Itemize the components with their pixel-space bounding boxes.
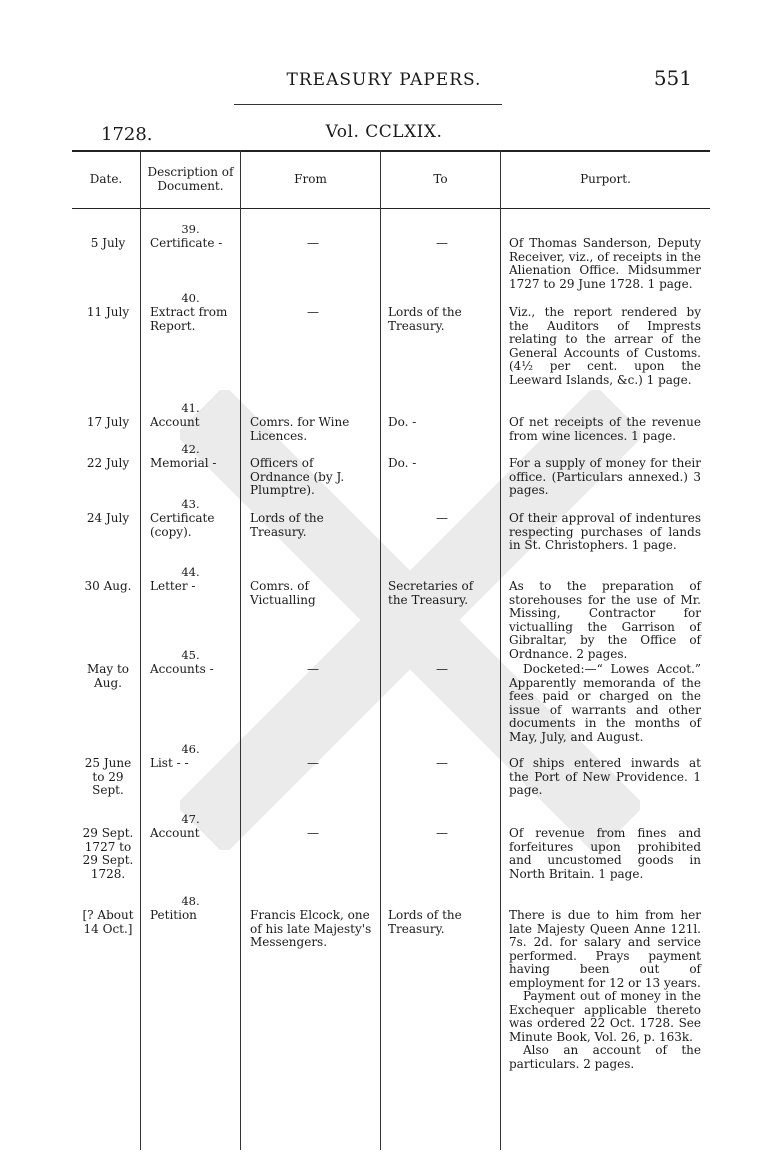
entry-purport bbox=[509, 416, 701, 443]
entry-description: Memorial - bbox=[150, 456, 217, 470]
purport-paragraph: Of revenue from fines and forfeitures upon prohibited and uncustomed goods in North Britain. 1 page. bbox=[509, 826, 701, 881]
year: 1728. bbox=[101, 124, 153, 145]
entry-to: — bbox=[436, 662, 448, 676]
entry-from: Comrs. for Wine Licences. bbox=[250, 415, 350, 443]
entry-description: Certificate (copy). bbox=[150, 511, 215, 539]
entry-to: Secretaries of the Treasury. bbox=[388, 579, 474, 607]
column-header-from: From bbox=[294, 172, 327, 186]
purport-paragraph: For a supply of money for their office. (Particulars annexed.) 3 pages. bbox=[509, 456, 701, 497]
entry-number: 48. bbox=[181, 894, 200, 908]
entry-purport bbox=[509, 512, 701, 553]
entry-number: 46. bbox=[181, 742, 200, 756]
entry-description: Extract from Report. bbox=[150, 305, 228, 333]
entry-from: — bbox=[307, 756, 319, 770]
column-header-description: Description of Document. bbox=[147, 165, 234, 193]
entry-date: 29 Sept. 1727 to 29 Sept. 1728. bbox=[82, 826, 134, 881]
purport-paragraph: As to the preparation of storehouses for the use of Mr. Missing, Contractor for victualling the Garrison of Gibraltar, by the Office of Ordnance. 2 pages. bbox=[509, 579, 701, 661]
entry-number: 39. bbox=[181, 222, 200, 236]
purport-paragraph: There is due to him from her late Majesty Queen Anne 121l. 7s. 2d. for salary and service performed. Prays payment having been out of employment for 12 or 13 years. bbox=[509, 908, 701, 990]
purport-paragraph: Payment out of money in the Exchequer applicable thereto was ordered 22 Oct. 1728. See Minute Book, Vol. 26, p. 163k. bbox=[509, 989, 701, 1044]
entry-from: — bbox=[307, 305, 319, 319]
entry-description: Account bbox=[150, 415, 200, 429]
entry-number: 45. bbox=[181, 648, 200, 662]
entry-description: Petition bbox=[150, 908, 197, 922]
entry-from: Officers of Ordnance (by J. Plumptre). bbox=[250, 456, 345, 497]
entry-purport bbox=[509, 457, 701, 498]
entry-number: 42. bbox=[181, 442, 200, 456]
entry-purport bbox=[509, 237, 701, 291]
column-divider bbox=[500, 150, 501, 1150]
entry-description: Certificate - bbox=[150, 236, 223, 250]
entry-from: Francis Elcock, one of his late Majesty's Messengers. bbox=[250, 908, 372, 949]
entry-date: 24 July bbox=[86, 511, 130, 525]
purport-paragraph: Of Thomas Sanderson, Deputy Receiver, viz., of receipts in the Alienation Office. Midsummer 1727 to 29 June 1728. 1 page. bbox=[509, 236, 701, 291]
entry-from: — bbox=[307, 826, 319, 840]
purport-paragraph: Of their approval of indentures respecting purchases of lands in St. Christophers. 1 page. bbox=[509, 511, 701, 552]
entry-date: [? About 14 Oct.] bbox=[82, 908, 134, 936]
entry-date: May to Aug. bbox=[86, 662, 130, 690]
entry-from: — bbox=[307, 236, 319, 250]
column-divider bbox=[380, 150, 381, 1150]
entry-to: — bbox=[436, 511, 448, 525]
entry-to: — bbox=[436, 236, 448, 250]
entry-from: — bbox=[307, 662, 319, 676]
entry-date: 5 July bbox=[90, 236, 126, 250]
entry-date: 11 July bbox=[86, 305, 130, 319]
entry-description: Letter - bbox=[150, 579, 196, 593]
entry-date: 25 June to 29 Sept. bbox=[84, 756, 132, 797]
entry-to: — bbox=[436, 756, 448, 770]
entry-description: Account bbox=[150, 826, 200, 840]
entry-number: 44. bbox=[181, 565, 200, 579]
entry-from: Lords of the Treasury. bbox=[250, 511, 324, 539]
entry-description: List - - bbox=[150, 756, 189, 770]
entry-to: Do. - bbox=[388, 415, 417, 429]
entry-purport bbox=[509, 580, 701, 661]
entry-number: 43. bbox=[181, 497, 200, 511]
purport-paragraph: Of ships entered inwards at the Port of New Providence. 1 page. bbox=[509, 756, 701, 797]
entry-to: Lords of the Treasury. bbox=[388, 908, 462, 936]
entry-purport bbox=[509, 663, 701, 744]
entry-purport bbox=[509, 306, 701, 387]
volume-title: Vol. CCLXIX. bbox=[325, 122, 443, 142]
entry-to: Lords of the Treasury. bbox=[388, 305, 462, 333]
entry-number: 40. bbox=[181, 291, 200, 305]
running-title: TREASURY PAPERS. bbox=[286, 70, 482, 90]
entry-to: — bbox=[436, 826, 448, 840]
purport-paragraph: Docketed:—“ Lowes Accot.” Apparently memoranda of the fees paid or charged on the issue of warrants and other documents in the months of May, July, and August. bbox=[509, 662, 701, 744]
column-header-date: Date. bbox=[89, 172, 123, 186]
purport-paragraph: Of net receipts of the revenue from wine licences. 1 page. bbox=[509, 415, 701, 443]
entry-purport bbox=[509, 757, 701, 798]
entry-purport bbox=[509, 827, 701, 881]
column-header-to: To bbox=[433, 172, 448, 186]
header-bottom-rule bbox=[72, 208, 710, 209]
column-header-purport: Purport. bbox=[580, 172, 631, 186]
entry-to: Do. - bbox=[388, 456, 417, 470]
title-rule bbox=[234, 104, 502, 105]
purport-paragraph: Viz., the report rendered by the Auditors of Imprests relating to the arrear of the General Accounts of Customs. (4½ per cent. upon the Leeward Islands, &c.) 1 page. bbox=[509, 305, 701, 387]
entry-date: 30 Aug. bbox=[84, 579, 132, 593]
entry-date: 17 July bbox=[86, 415, 130, 429]
page-number: 551 bbox=[653, 66, 692, 90]
entry-from: Comrs. of Victualling bbox=[250, 579, 316, 607]
column-divider bbox=[240, 150, 241, 1150]
entry-description: Accounts - bbox=[150, 662, 214, 676]
purport-paragraph: Also an account of the particulars. 2 pages. bbox=[509, 1043, 701, 1071]
entry-purport bbox=[509, 909, 701, 1071]
entry-number: 41. bbox=[181, 401, 200, 415]
entry-date: 22 July bbox=[86, 456, 130, 470]
entry-number: 47. bbox=[181, 812, 200, 826]
